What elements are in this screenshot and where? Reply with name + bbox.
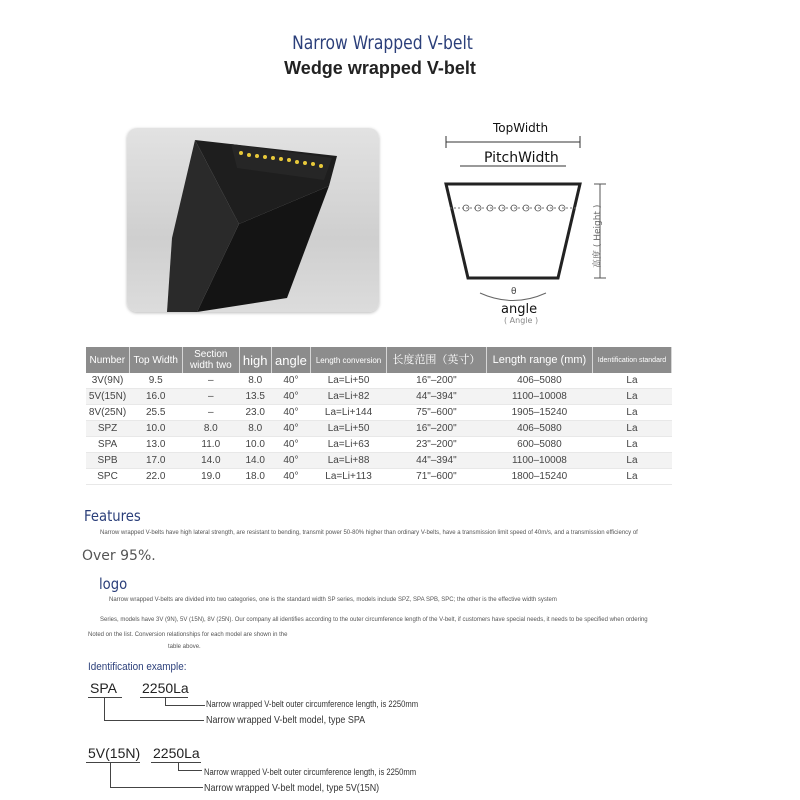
col-length-range-mm: Length range (mm)	[486, 347, 592, 373]
pitch-width-label: PitchWidth	[484, 150, 559, 166]
table-cell: La=Li+50	[311, 421, 387, 437]
table-cell: La	[592, 437, 671, 453]
table-cell: 406–5080	[486, 373, 592, 389]
logo-heading: logo	[99, 575, 128, 593]
example-length-code: 2250La	[142, 680, 189, 696]
table-cell: 8.0	[182, 421, 239, 437]
table-cell: 8.0	[239, 421, 271, 437]
table-cell: 40°	[271, 389, 311, 405]
col-identification: Identification standard	[592, 347, 671, 373]
col-high: high	[239, 347, 271, 373]
table-cell: –	[182, 373, 239, 389]
table-cell: La	[592, 469, 671, 485]
table-cell: 44"–394"	[386, 453, 486, 469]
table-cell: 23.0	[239, 405, 271, 421]
table-cell: La=Li+82	[311, 389, 387, 405]
table-cell: 5V(15N)	[86, 389, 129, 405]
table-cell: 600–5080	[486, 437, 592, 453]
spec-table	[86, 347, 672, 485]
table-row	[86, 373, 672, 389]
col-length-conversion: Length conversion	[311, 347, 387, 373]
table-cell: 16"–200"	[386, 421, 486, 437]
table-cell: La	[592, 405, 671, 421]
table-row	[86, 421, 672, 437]
example-model-desc: Narrow wrapped V-belt model, type 5V(15N)	[204, 782, 380, 794]
table-cell: 1800–15240	[486, 469, 592, 485]
table-cell: La=Li+50	[311, 373, 387, 389]
col-length-range-inch: 长度范围（英寸）	[386, 347, 486, 373]
example-model-code: SPA	[90, 680, 117, 696]
table-cell: 75"–600"	[386, 405, 486, 421]
height-label: 高度 ( Height )	[593, 204, 603, 268]
table-cell: 40°	[271, 421, 311, 437]
table-cell: 71"–600"	[386, 469, 486, 485]
table-cell: 10.0	[239, 437, 271, 453]
table-cell: 40°	[271, 405, 311, 421]
table-cell: 40°	[271, 453, 311, 469]
table-cell: 17.0	[129, 453, 182, 469]
table-cell: 406–5080	[486, 421, 592, 437]
table-cell: La=Li+113	[311, 469, 387, 485]
table-row	[86, 405, 672, 421]
table-cell: La	[592, 373, 671, 389]
example-length-desc: Narrow wrapped V-belt outer circumference length, is 2250mm	[204, 767, 417, 777]
table-cell: 16.0	[129, 389, 182, 405]
table-cell: 1100–10008	[486, 453, 592, 469]
table-row	[86, 437, 672, 453]
table-cell: La	[592, 421, 671, 437]
table-cell: 8.0	[239, 373, 271, 389]
features-text: Narrow wrapped V-belts have high lateral strength, are resistant to bending, transmit power 50-80% higher than ordinary V-belts, have a transmission limit speed of 40m/s, and a transmission efficiency of	[100, 530, 638, 536]
logo-text-line: Noted on the list. Conversion relationships for each model are shown in the	[88, 632, 288, 638]
logo-text-line: table above.	[168, 644, 201, 650]
table-cell: 19.0	[182, 469, 239, 485]
identification-heading: Identification example:	[88, 661, 187, 673]
table-cell: 18.0	[239, 469, 271, 485]
top-width-label: TopWidth	[493, 121, 549, 135]
col-section-width: Section width two	[182, 347, 239, 373]
efficiency-text: Over 95%.	[82, 548, 156, 564]
table-cell: SPZ	[86, 421, 129, 437]
table-cell: La=Li+63	[311, 437, 387, 453]
table-cell: La	[592, 389, 671, 405]
table-cell: 40°	[271, 437, 311, 453]
table-cell: 1905–15240	[486, 405, 592, 421]
example-length-desc: Narrow wrapped V-belt outer circumference length, is 2250mm	[206, 699, 419, 709]
angle-symbol: θ	[511, 287, 517, 297]
table-row	[86, 389, 672, 405]
page-subtitle: Wedge wrapped V-belt	[284, 58, 476, 78]
example-model-code: 5V(15N)	[88, 745, 141, 761]
col-top-width: Top Width	[129, 347, 182, 373]
v-belt-illustration	[127, 128, 379, 312]
table-cell: 23"–200"	[386, 437, 486, 453]
table-cell: 14.0	[239, 453, 271, 469]
belt-photo	[127, 128, 379, 312]
table-cell: 11.0	[182, 437, 239, 453]
table-cell: 14.0	[182, 453, 239, 469]
table-cell: –	[182, 389, 239, 405]
logo-text-line: Series, models have 3V (9N), 5V (15N), 8V (25N). Our company all identifies according to the outer circumference length of the V-belt, if customers have special needs, it needs to be specified when ordering	[100, 617, 648, 623]
features-heading: Features	[84, 507, 141, 525]
table-cell: 9.5	[129, 373, 182, 389]
table-cell: 16"–200"	[386, 373, 486, 389]
table-cell: 25.5	[129, 405, 182, 421]
table-cell: 13.5	[239, 389, 271, 405]
table-cell: 1100–10008	[486, 389, 592, 405]
table-cell: SPC	[86, 469, 129, 485]
table-cell: 44"–394"	[386, 389, 486, 405]
col-angle: angle	[271, 347, 311, 373]
table-cell: 13.0	[129, 437, 182, 453]
logo-text-line: Narrow wrapped V-belts are divided into two categories, one is the standard width SP series, models include SPZ, SPA SPB, SPC; the other is the effective width system	[109, 597, 557, 603]
table-cell: SPA	[86, 437, 129, 453]
table-row	[86, 453, 672, 469]
col-number: Number	[86, 347, 129, 373]
example-model-desc: Narrow wrapped V-belt model, type SPA	[206, 714, 366, 726]
example-length-code: 2250La	[153, 745, 200, 761]
table-cell: –	[182, 405, 239, 421]
table-row	[86, 469, 672, 485]
table-cell: 40°	[271, 469, 311, 485]
page-title: Narrow Wrapped V-belt	[292, 32, 473, 54]
table-cell: La=Li+144	[311, 405, 387, 421]
table-cell: La=Li+88	[311, 453, 387, 469]
angle-sub-label: ( Angle )	[504, 316, 539, 325]
table-cell: 8V(25N)	[86, 405, 129, 421]
angle-label: angle	[501, 302, 538, 317]
table-cell: 10.0	[129, 421, 182, 437]
table-header-row	[86, 347, 672, 373]
table-cell: 3V(9N)	[86, 373, 129, 389]
table-cell: La	[592, 453, 671, 469]
table-cell: 22.0	[129, 469, 182, 485]
table-cell: 40°	[271, 373, 311, 389]
table-cell: SPB	[86, 453, 129, 469]
